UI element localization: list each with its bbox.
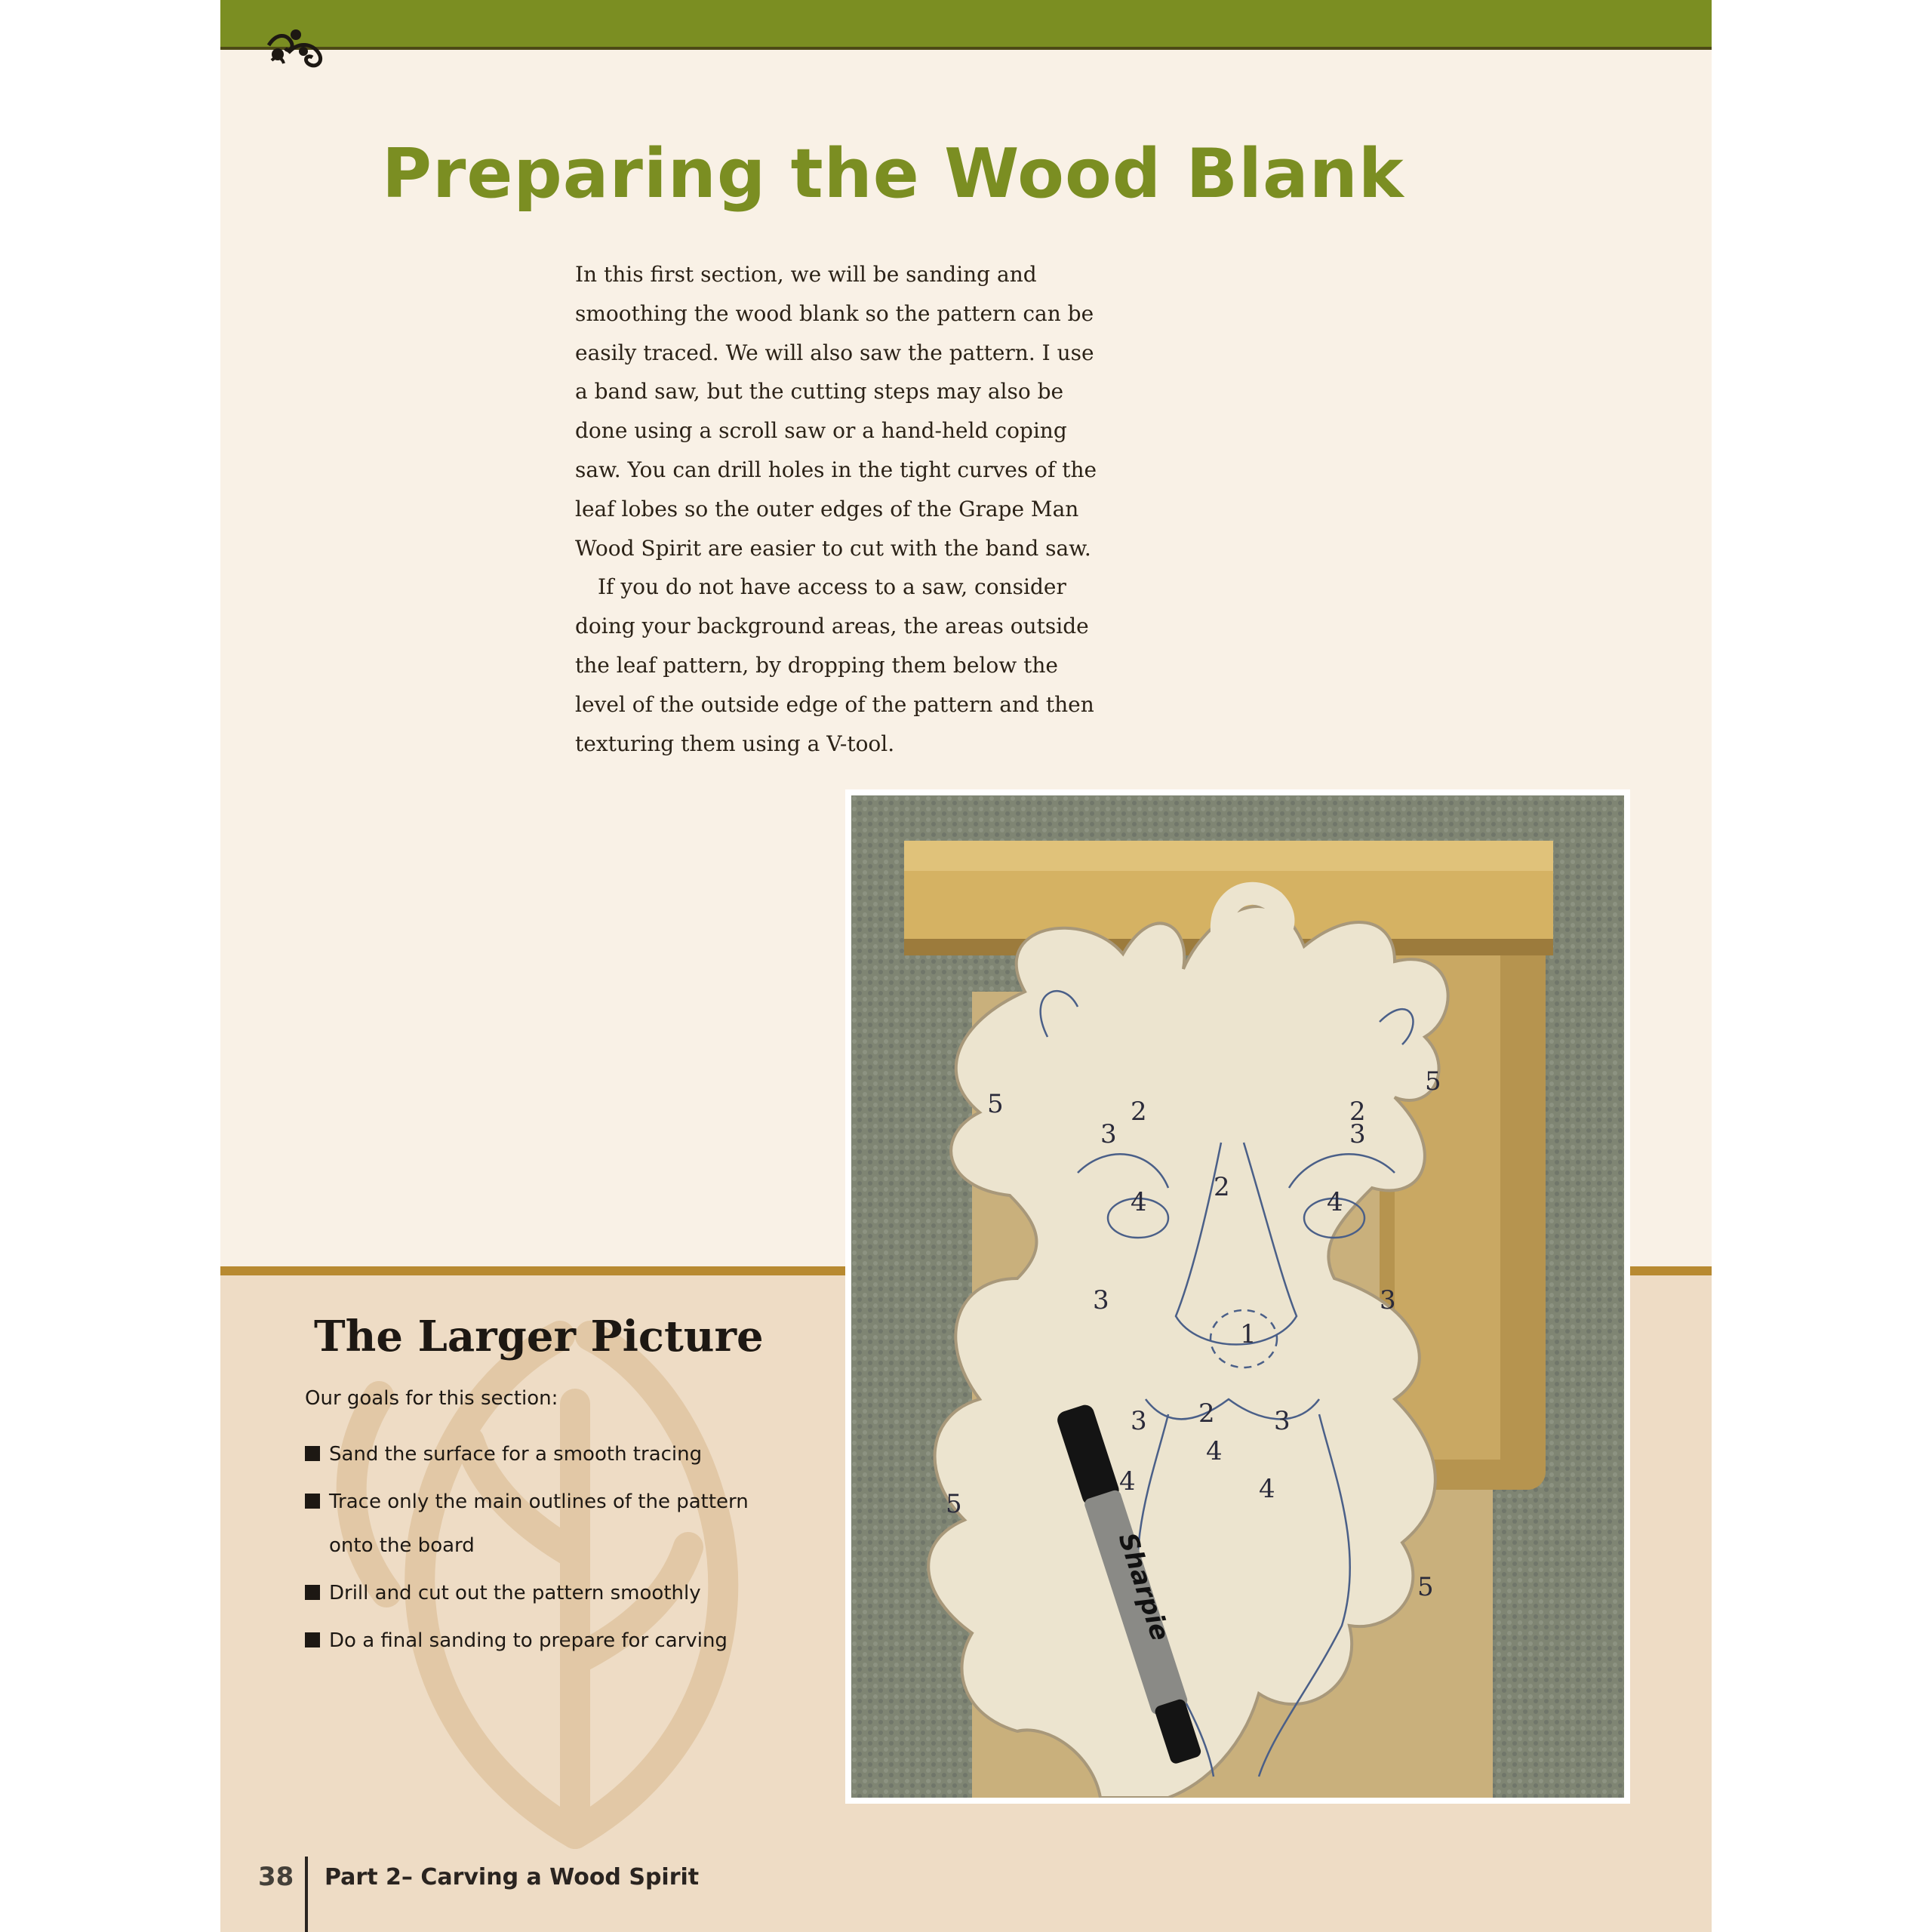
svg-text:4: 4 bbox=[1119, 1466, 1136, 1497]
goals-list bbox=[305, 1432, 758, 1666]
svg-text:4: 4 bbox=[1206, 1436, 1223, 1466]
page-title: Preparing the Wood Blank bbox=[382, 134, 1404, 214]
svg-text:2: 2 bbox=[1131, 1097, 1147, 1127]
marker-brand-label: Sharpie bbox=[1112, 1529, 1176, 1644]
book-page bbox=[220, 0, 1712, 1932]
svg-text:4: 4 bbox=[1131, 1187, 1147, 1217]
footer-divider bbox=[305, 1857, 308, 1932]
list-item bbox=[305, 1571, 758, 1615]
goal-text: Do a final sanding to prepare for carving bbox=[329, 1629, 728, 1652]
svg-text:5: 5 bbox=[1417, 1572, 1434, 1602]
svg-text:5: 5 bbox=[987, 1089, 1004, 1119]
page-number: 38 bbox=[258, 1862, 294, 1892]
body-paragraph: If you do not have access to a saw, consider doing your background areas, the areas outside the leaf pattern, by dropping them below the level of the outside edge of the pattern and then texturing them using a V-tool. bbox=[575, 574, 1094, 756]
goal-text: Trace only the main outlines of the pattern onto the board bbox=[329, 1491, 749, 1557]
photo-frame bbox=[845, 789, 1630, 1804]
list-item bbox=[305, 1432, 758, 1476]
svg-text:2: 2 bbox=[1198, 1398, 1215, 1429]
vine-ornament-icon bbox=[266, 23, 334, 71]
svg-text:5: 5 bbox=[1425, 1066, 1441, 1097]
svg-text:3: 3 bbox=[1349, 1119, 1366, 1149]
svg-text:4: 4 bbox=[1259, 1474, 1275, 1504]
sidebar-title: The Larger Picture bbox=[314, 1312, 764, 1361]
svg-text:2: 2 bbox=[1214, 1172, 1230, 1202]
square-bullet-icon bbox=[305, 1585, 320, 1600]
square-bullet-icon bbox=[305, 1446, 320, 1461]
body-text bbox=[575, 255, 1103, 763]
svg-text:2: 2 bbox=[1349, 1097, 1366, 1127]
goal-text: Sand the surface for a smooth tracing bbox=[329, 1443, 703, 1466]
svg-text:3: 3 bbox=[1100, 1119, 1117, 1149]
list-item bbox=[305, 1480, 758, 1567]
body-paragraph: In this first section, we will be sanding and smoothing the wood blank so the pattern can be easily traced. We will also saw the pattern. I use a band saw, but the cutting steps may also be done using a scroll saw or a hand-held coping saw. You can drill holes in the tight curves of the leaf lobes so the outer edges of the Grape Man Wood Spirit are easier to cut with the band saw. bbox=[575, 262, 1097, 561]
goals-intro: Our goals for this section: bbox=[305, 1387, 558, 1410]
svg-text:3: 3 bbox=[1274, 1406, 1291, 1436]
footer-section-label: Part 2– Carving a Wood Spirit bbox=[325, 1864, 700, 1890]
square-bullet-icon bbox=[305, 1632, 320, 1647]
header-band bbox=[220, 0, 1712, 50]
svg-text:1: 1 bbox=[1240, 1319, 1257, 1349]
svg-text:5: 5 bbox=[946, 1489, 962, 1519]
goal-text: Drill and cut out the pattern smoothly bbox=[329, 1582, 701, 1604]
wood-blank-photo bbox=[851, 795, 1624, 1798]
svg-text:3: 3 bbox=[1131, 1406, 1147, 1436]
svg-text:4: 4 bbox=[1327, 1187, 1343, 1217]
list-item bbox=[305, 1619, 758, 1663]
svg-text:3: 3 bbox=[1093, 1285, 1109, 1315]
svg-text:3: 3 bbox=[1380, 1285, 1396, 1315]
square-bullet-icon bbox=[305, 1494, 320, 1509]
